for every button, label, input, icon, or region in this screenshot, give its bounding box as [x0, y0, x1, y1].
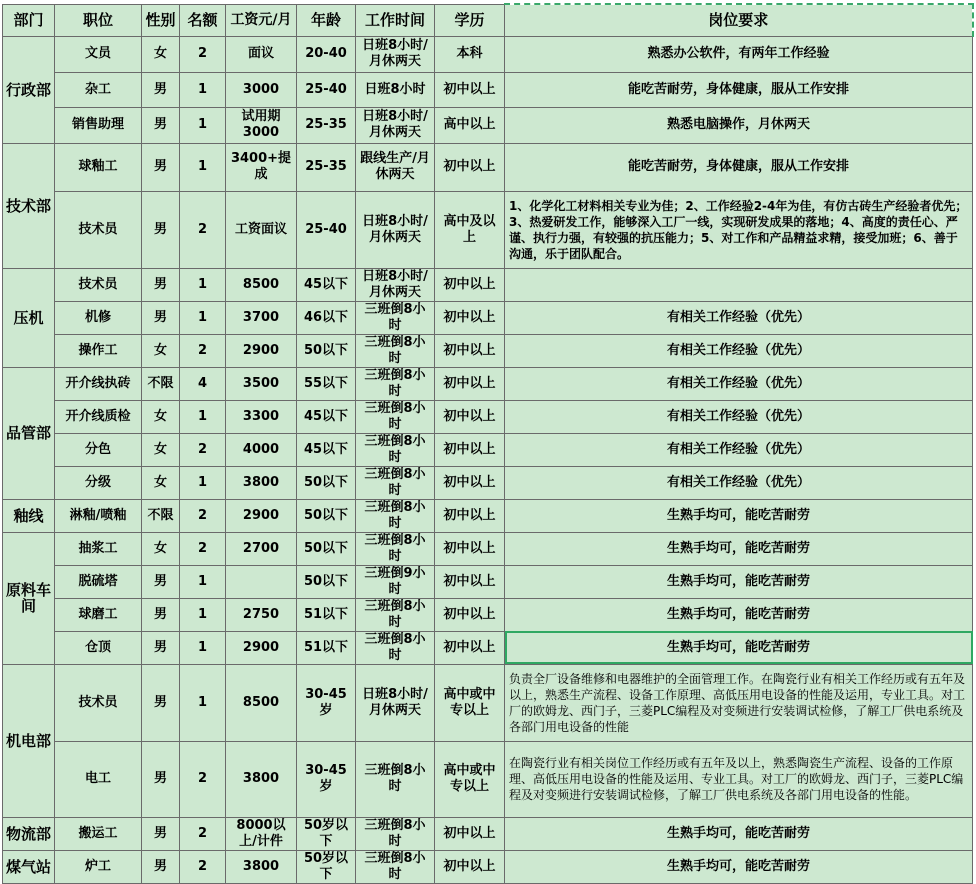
requirement-cell[interactable]: 生熟手均可，能吃苦耐劳: [505, 631, 973, 664]
requirement-cell[interactable]: 负责全厂设备维修和电器维护的全面管理工作。在陶瓷行业有相关工作经历或有五年及以上，熟悉生产流程、设备工作原理、高低压用电设备的性能及运用，专业工具。对工厂的欧姆龙、西门子，三菱PLC编程及对变频进行安装调试检修，了解工厂供电系统及各部门用电设备的性能: [505, 664, 973, 741]
salary-cell[interactable]: 3800: [226, 741, 297, 817]
position-cell[interactable]: 电工: [55, 741, 142, 817]
gender-cell[interactable]: 男: [142, 191, 180, 268]
hours-cell[interactable]: 三班倒8小时: [356, 499, 435, 532]
edu-cell[interactable]: 初中以上: [435, 433, 505, 466]
edu-cell[interactable]: 初中以上: [435, 143, 505, 191]
gender-cell[interactable]: 女: [142, 400, 180, 433]
salary-cell[interactable]: 3800: [226, 466, 297, 499]
position-cell[interactable]: 销售助理: [55, 107, 142, 143]
hours-cell[interactable]: 日班8小时: [356, 72, 435, 107]
age-cell[interactable]: 51以下: [297, 631, 356, 664]
table-row: [3, 466, 973, 499]
count-cell[interactable]: 1: [180, 565, 226, 598]
hours-cell[interactable]: 三班倒8小时: [356, 741, 435, 817]
hours-cell[interactable]: 三班倒8小时: [356, 334, 435, 367]
requirement-cell[interactable]: 生熟手均可，能吃苦耐劳: [505, 565, 973, 598]
table-row: [3, 400, 973, 433]
gender-cell[interactable]: 女: [142, 36, 180, 72]
requirement-cell[interactable]: 有相关工作经验（优先）: [505, 433, 973, 466]
age-cell[interactable]: 55以下: [297, 367, 356, 400]
dept-cell[interactable]: 煤气站: [3, 850, 55, 883]
requirement-cell[interactable]: 生熟手均可，能吃苦耐劳: [505, 499, 973, 532]
salary-cell[interactable]: 2900: [226, 631, 297, 664]
age-cell[interactable]: 25-40: [297, 72, 356, 107]
position-cell[interactable]: 技术员: [55, 191, 142, 268]
age-cell[interactable]: 45以下: [297, 400, 356, 433]
salary-cell[interactable]: 2900: [226, 334, 297, 367]
position-cell[interactable]: 搬运工: [55, 817, 142, 850]
edu-cell[interactable]: 高中或中专以上: [435, 664, 505, 741]
salary-cell[interactable]: 2750: [226, 598, 297, 631]
dept-cell[interactable]: 品管部: [3, 367, 55, 499]
count-cell[interactable]: 4: [180, 367, 226, 400]
table-row: [3, 664, 973, 741]
header-row: [3, 4, 973, 36]
edu-cell[interactable]: 初中以上: [435, 72, 505, 107]
hours-cell[interactable]: 三班倒8小时: [356, 367, 435, 400]
count-cell[interactable]: 1: [180, 466, 226, 499]
count-cell[interactable]: 1: [180, 400, 226, 433]
count-cell[interactable]: 1: [180, 664, 226, 741]
count-cell[interactable]: 1: [180, 631, 226, 664]
header-requirements[interactable]: 岗位要求: [505, 4, 973, 36]
age-cell[interactable]: 30-45岁: [297, 741, 356, 817]
position-cell[interactable]: 球釉工: [55, 143, 142, 191]
count-cell[interactable]: 2: [180, 36, 226, 72]
edu-cell[interactable]: 高中及以上: [435, 191, 505, 268]
salary-cell[interactable]: 2900: [226, 499, 297, 532]
salary-cell[interactable]: 面议: [226, 36, 297, 72]
age-cell[interactable]: 50以下: [297, 565, 356, 598]
count-cell[interactable]: 2: [180, 334, 226, 367]
edu-cell[interactable]: 高中或中专以上: [435, 741, 505, 817]
dept-cell[interactable]: 机电部: [3, 664, 55, 817]
table-row: [3, 268, 973, 301]
table-row: [3, 36, 973, 72]
position-cell[interactable]: 机修: [55, 301, 142, 334]
count-cell[interactable]: 1: [180, 268, 226, 301]
header-age[interactable]: 年龄: [297, 4, 356, 36]
hours-cell[interactable]: 三班倒8小时: [356, 817, 435, 850]
edu-cell[interactable]: 初中以上: [435, 850, 505, 883]
gender-cell[interactable]: 男: [142, 565, 180, 598]
count-cell[interactable]: 2: [180, 741, 226, 817]
count-cell[interactable]: 1: [180, 301, 226, 334]
header-edu[interactable]: 学历: [435, 4, 505, 36]
hours-cell[interactable]: 三班倒8小时: [356, 631, 435, 664]
position-cell[interactable]: 开介线质检: [55, 400, 142, 433]
age-cell[interactable]: 50以下: [297, 334, 356, 367]
hours-cell[interactable]: 三班倒8小时: [356, 598, 435, 631]
gender-cell[interactable]: 男: [142, 107, 180, 143]
table-row: [3, 499, 973, 532]
hours-cell[interactable]: 日班8小时/月休两天: [356, 191, 435, 268]
position-cell[interactable]: 分色: [55, 433, 142, 466]
count-cell[interactable]: 1: [180, 72, 226, 107]
age-cell[interactable]: 50岁以下: [297, 850, 356, 883]
requirement-cell[interactable]: 生熟手均可，能吃苦耐劳: [505, 532, 973, 565]
table-row: [3, 107, 973, 143]
hours-cell[interactable]: 三班倒8小时: [356, 466, 435, 499]
age-cell[interactable]: 25-40: [297, 191, 356, 268]
salary-cell[interactable]: [226, 565, 297, 598]
salary-cell[interactable]: 4000: [226, 433, 297, 466]
header-position[interactable]: 职位: [55, 4, 142, 36]
position-cell[interactable]: 抽浆工: [55, 532, 142, 565]
age-cell[interactable]: 20-40: [297, 36, 356, 72]
header-dept[interactable]: 部门: [3, 4, 55, 36]
requirement-cell[interactable]: 有相关工作经验（优先）: [505, 367, 973, 400]
requirement-cell[interactable]: 有相关工作经验（优先）: [505, 466, 973, 499]
count-cell[interactable]: 1: [180, 107, 226, 143]
table-row: [3, 143, 973, 191]
hours-cell[interactable]: 日班8小时/月休两天: [356, 36, 435, 72]
age-cell[interactable]: 25-35: [297, 143, 356, 191]
table-row: [3, 433, 973, 466]
edu-cell[interactable]: 初中以上: [435, 400, 505, 433]
gender-cell[interactable]: 男: [142, 598, 180, 631]
requirement-cell[interactable]: 1、化学化工材料相关专业为佳；2、工作经验2-4年为佳，有仿古砖生产经验者优先；3、热爱研发工作，能够深入工厂一线，实现研发成果的落地；4、高度的责任心、严谨、执行力强，有较强的抗压能力；5、对工作和产品精益求精，接受加班；6、善于沟通，乐于团队配合。: [505, 191, 973, 268]
gender-cell[interactable]: 男: [142, 143, 180, 191]
requirement-cell[interactable]: 有相关工作经验（优先）: [505, 301, 973, 334]
table-row: [3, 565, 973, 598]
position-cell[interactable]: 球磨工: [55, 598, 142, 631]
table-row: [3, 598, 973, 631]
count-cell[interactable]: 2: [180, 433, 226, 466]
salary-cell[interactable]: 8500: [226, 664, 297, 741]
edu-cell[interactable]: 初中以上: [435, 817, 505, 850]
position-cell[interactable]: 操作工: [55, 334, 142, 367]
edu-cell[interactable]: 初中以上: [435, 301, 505, 334]
hours-cell[interactable]: 日班8小时/月休两天: [356, 664, 435, 741]
hours-cell[interactable]: 跟线生产/月休两天: [356, 143, 435, 191]
requirement-cell[interactable]: 熟悉办公软件，有两年工作经验: [505, 36, 973, 72]
gender-cell[interactable]: 女: [142, 433, 180, 466]
count-cell[interactable]: 1: [180, 598, 226, 631]
salary-cell[interactable]: 3700: [226, 301, 297, 334]
header-gender[interactable]: 性别: [142, 4, 180, 36]
salary-cell[interactable]: 3300: [226, 400, 297, 433]
gender-cell[interactable]: 女: [142, 334, 180, 367]
requirement-cell[interactable]: 有相关工作经验（优先）: [505, 400, 973, 433]
gender-cell[interactable]: 男: [142, 741, 180, 817]
salary-cell[interactable]: 8500: [226, 268, 297, 301]
edu-cell[interactable]: 本科: [435, 36, 505, 72]
requirement-cell[interactable]: 有相关工作经验（优先）: [505, 334, 973, 367]
position-cell[interactable]: 脱硫塔: [55, 565, 142, 598]
edu-cell[interactable]: 初中以上: [435, 367, 505, 400]
count-cell[interactable]: 1: [180, 143, 226, 191]
requirement-cell[interactable]: 生熟手均可，能吃苦耐劳: [505, 850, 973, 883]
header-hours[interactable]: 工作时间: [356, 4, 435, 36]
age-cell[interactable]: 45以下: [297, 268, 356, 301]
dept-cell[interactable]: 行政部: [3, 36, 55, 143]
edu-cell[interactable]: 初中以上: [435, 598, 505, 631]
table-row: [3, 741, 973, 817]
count-cell[interactable]: 2: [180, 499, 226, 532]
requirement-cell[interactable]: 生熟手均可，能吃苦耐劳: [505, 598, 973, 631]
dept-cell[interactable]: 压机: [3, 268, 55, 367]
gender-cell[interactable]: 男: [142, 664, 180, 741]
requirement-cell[interactable]: 能吃苦耐劳，身体健康，服从工作安排: [505, 72, 973, 107]
age-cell[interactable]: 30-45岁: [297, 664, 356, 741]
position-cell[interactable]: 淋釉/喷釉: [55, 499, 142, 532]
dept-cell[interactable]: 物流部: [3, 817, 55, 850]
gender-cell[interactable]: 女: [142, 532, 180, 565]
table-row: [3, 72, 973, 107]
age-cell[interactable]: 50以下: [297, 532, 356, 565]
hours-cell[interactable]: 三班倒8小时: [356, 400, 435, 433]
hours-cell[interactable]: 三班倒8小时: [356, 433, 435, 466]
requirement-cell[interactable]: 能吃苦耐劳，身体健康，服从工作安排: [505, 143, 973, 191]
gender-cell[interactable]: 男: [142, 268, 180, 301]
edu-cell[interactable]: 初中以上: [435, 466, 505, 499]
salary-cell[interactable]: 3500: [226, 367, 297, 400]
requirement-cell[interactable]: [505, 268, 973, 301]
age-cell[interactable]: 51以下: [297, 598, 356, 631]
requirement-cell[interactable]: 熟悉电脑操作，月休两天: [505, 107, 973, 143]
gender-cell[interactable]: 不限: [142, 499, 180, 532]
age-cell[interactable]: 50以下: [297, 499, 356, 532]
position-cell[interactable]: 分级: [55, 466, 142, 499]
salary-cell[interactable]: 3400+提成: [226, 143, 297, 191]
header-count[interactable]: 名额: [180, 4, 226, 36]
age-cell[interactable]: 46以下: [297, 301, 356, 334]
age-cell[interactable]: 25-35: [297, 107, 356, 143]
salary-cell[interactable]: 3800: [226, 850, 297, 883]
hours-cell[interactable]: 三班倒8小时: [356, 301, 435, 334]
edu-cell[interactable]: 初中以上: [435, 268, 505, 301]
gender-cell[interactable]: 男: [142, 72, 180, 107]
position-cell[interactable]: 开介线执砖: [55, 367, 142, 400]
edu-cell[interactable]: 高中以上: [435, 107, 505, 143]
age-cell[interactable]: 50以下: [297, 466, 356, 499]
salary-cell[interactable]: 试用期3000: [226, 107, 297, 143]
table-row: [3, 631, 973, 664]
table-row: [3, 301, 973, 334]
position-cell[interactable]: 文员: [55, 36, 142, 72]
age-cell[interactable]: 50岁以下: [297, 817, 356, 850]
position-cell[interactable]: 炉工: [55, 850, 142, 883]
hours-cell[interactable]: 日班8小时/月休两天: [356, 268, 435, 301]
edu-cell[interactable]: 初中以上: [435, 631, 505, 664]
header-salary[interactable]: 工资元/月: [226, 4, 297, 36]
requirement-cell[interactable]: 生熟手均可，能吃苦耐劳: [505, 817, 973, 850]
edu-cell[interactable]: 初中以上: [435, 499, 505, 532]
edu-cell[interactable]: 初中以上: [435, 532, 505, 565]
table-row: [3, 817, 973, 850]
edu-cell[interactable]: 初中以上: [435, 565, 505, 598]
salary-cell[interactable]: 8000以上/计件: [226, 817, 297, 850]
requirement-cell[interactable]: 在陶瓷行业有相关岗位工作经历或有五年及以上，熟悉陶瓷生产流程、设备的工作原理、高低压用电设备的性能及运用、专业工具。对工厂的欧姆龙、西门子，三菱PLC编程及对变频进行安装调试检修，了解工厂供电系统及各部门用电设备的性能。: [505, 741, 973, 817]
count-cell[interactable]: 2: [180, 191, 226, 268]
salary-cell[interactable]: 工资面议: [226, 191, 297, 268]
gender-cell[interactable]: 男: [142, 301, 180, 334]
dept-cell[interactable]: 技术部: [3, 143, 55, 268]
hours-cell[interactable]: 日班8小时/月休两天: [356, 107, 435, 143]
dept-cell[interactable]: 原料车间: [3, 532, 55, 664]
age-cell[interactable]: 45以下: [297, 433, 356, 466]
position-cell[interactable]: 技术员: [55, 268, 142, 301]
job-table: [2, 3, 974, 884]
dept-cell[interactable]: 釉线: [3, 499, 55, 532]
gender-cell[interactable]: 男: [142, 850, 180, 883]
table-row: [3, 532, 973, 565]
table-row: [3, 191, 973, 268]
hours-cell[interactable]: 三班倒8小时: [356, 532, 435, 565]
gender-cell[interactable]: 不限: [142, 367, 180, 400]
table-row: [3, 850, 973, 883]
hours-cell[interactable]: 三班倒9小时: [356, 565, 435, 598]
gender-cell[interactable]: 男: [142, 631, 180, 664]
count-cell[interactable]: 2: [180, 817, 226, 850]
gender-cell[interactable]: 女: [142, 466, 180, 499]
table-row: [3, 334, 973, 367]
position-cell[interactable]: 技术员: [55, 664, 142, 741]
salary-cell[interactable]: 2700: [226, 532, 297, 565]
gender-cell[interactable]: 男: [142, 817, 180, 850]
edu-cell[interactable]: 初中以上: [435, 334, 505, 367]
count-cell[interactable]: 2: [180, 532, 226, 565]
count-cell[interactable]: 2: [180, 850, 226, 883]
table-row: [3, 367, 973, 400]
position-cell[interactable]: 杂工: [55, 72, 142, 107]
salary-cell[interactable]: 3000: [226, 72, 297, 107]
position-cell[interactable]: 仓顶: [55, 631, 142, 664]
hours-cell[interactable]: 三班倒8小时: [356, 850, 435, 883]
